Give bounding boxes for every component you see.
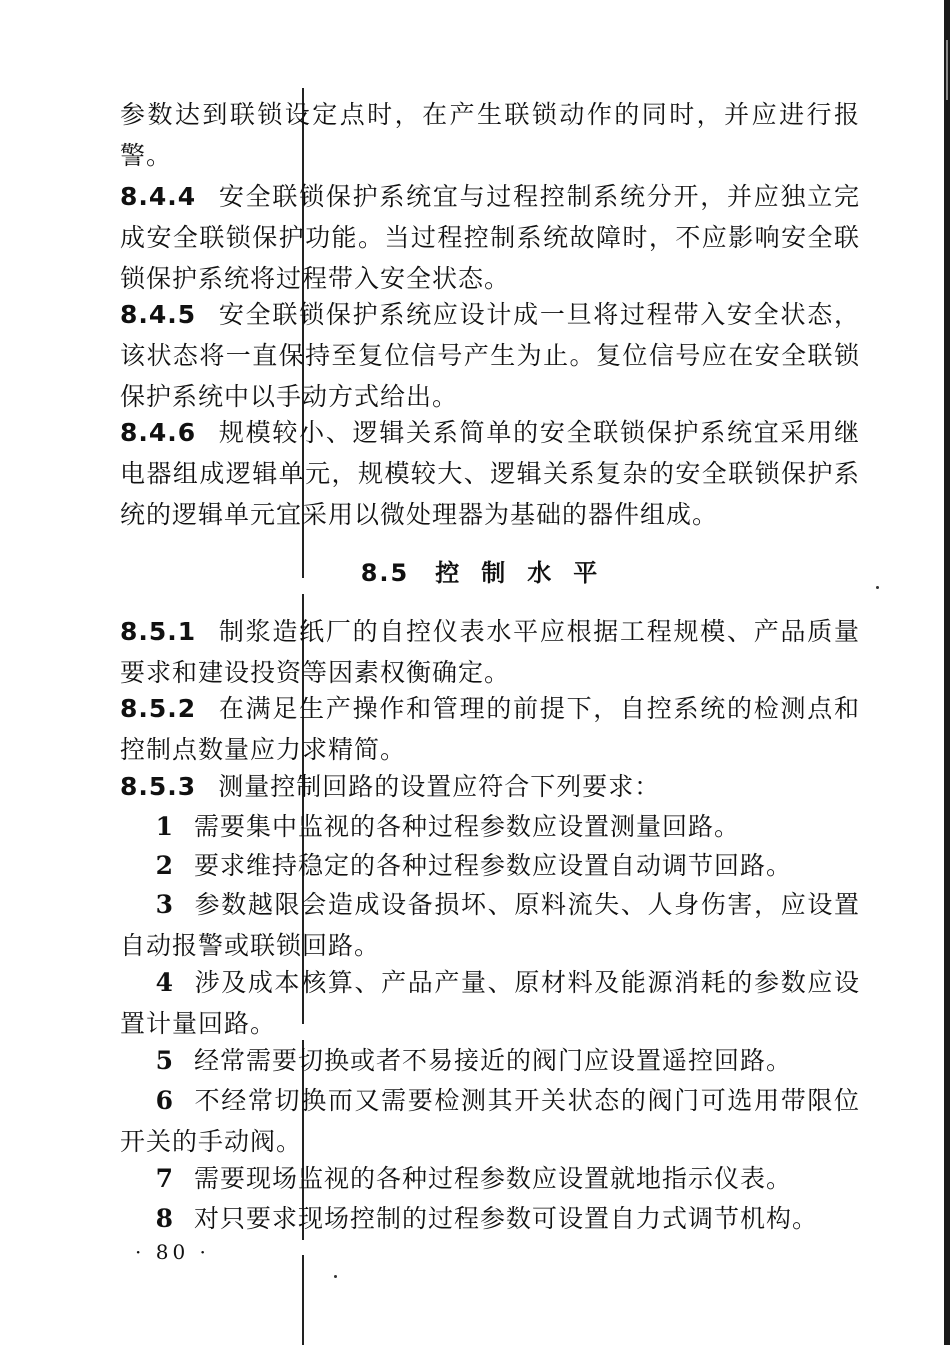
clause-number: 8.4.4	[120, 182, 197, 211]
list-item: 7 需要现场监视的各种过程参数应设置就地指示仪表。	[155, 1164, 793, 1193]
list-item: 2 要求维持稳定的各种过程参数应设置自动调节回路。	[155, 851, 793, 880]
clause-8-5-3: 8.5.3 测量控制回路的设置应符合下列要求：	[120, 772, 661, 801]
clause-number: 8.5.1	[120, 617, 197, 646]
scan-speck	[946, 40, 948, 100]
list-item: 1 需要集中监视的各种过程参数应设置测量回路。	[155, 812, 741, 841]
scan-crease-line	[302, 1255, 304, 1345]
list-item: 5 经常需要切换或者不易接近的阀门应设置遥控回路。	[155, 1046, 793, 1075]
page-number: · 80 ·	[135, 1240, 210, 1264]
clause-8-4-4: 8.4.4 安全联锁保护系统宜与过程控制系统分开，并应独立完成安全联锁保护功能。当过程控制系统故障时，不应影响安全联锁保护系统将过程带入安全状态。	[120, 182, 860, 293]
clause-number: 8.4.5	[120, 300, 197, 329]
list-item: 8 对只要求现场控制的过程参数可设置自力式调节机构。	[155, 1204, 819, 1233]
list-item: 6 不经常切换而又需要检测其开关状态的阀门可选用带限位开关的手动阀。	[120, 1086, 860, 1156]
clause-8-5-2: 8.5.2 在满足生产操作和管理的前提下，自控系统的检测点和控制点数量应力求精简。	[120, 694, 860, 764]
section-heading: 8.5 控制水平	[360, 558, 620, 587]
clause-number: 8.5.3	[120, 772, 197, 801]
clause-8-4-5: 8.4.5 安全联锁保护系统应设计成一旦将过程带入安全状态，该状态将一直保持至复位信号产生为止。复位信号应在安全联锁保护系统中以手动方式给出。	[120, 300, 860, 411]
scan-edge	[944, 0, 950, 1345]
list-item: 4 涉及成本核算、产品产量、原材料及能源消耗的参数应设置计量回路。	[120, 968, 860, 1038]
clause-8-5-1: 8.5.1 制浆造纸厂的自控仪表水平应根据工程规模、产品质量要求和建设投资等因素权衡确定。	[120, 617, 860, 687]
scan-dot	[334, 1275, 337, 1278]
clause-8-4-6: 8.4.6 规模较小、逻辑关系简单的安全联锁保护系统宜采用继电器组成逻辑单元，规模较大、逻辑关系复杂的安全联锁保护系统的逻辑单元宜采用以微处理器为基础的器件组成。	[120, 418, 860, 529]
clause-number: 8.5.2	[120, 694, 197, 723]
paragraph: 参数达到联锁设定点时，在产生联锁动作的同时，并应进行报警。	[120, 100, 860, 170]
clause-number: 8.4.6	[120, 418, 197, 447]
list-item: 3 参数越限会造成设备损坏、原料流失、人身伤害，应设置自动报警或联锁回路。	[120, 890, 860, 960]
